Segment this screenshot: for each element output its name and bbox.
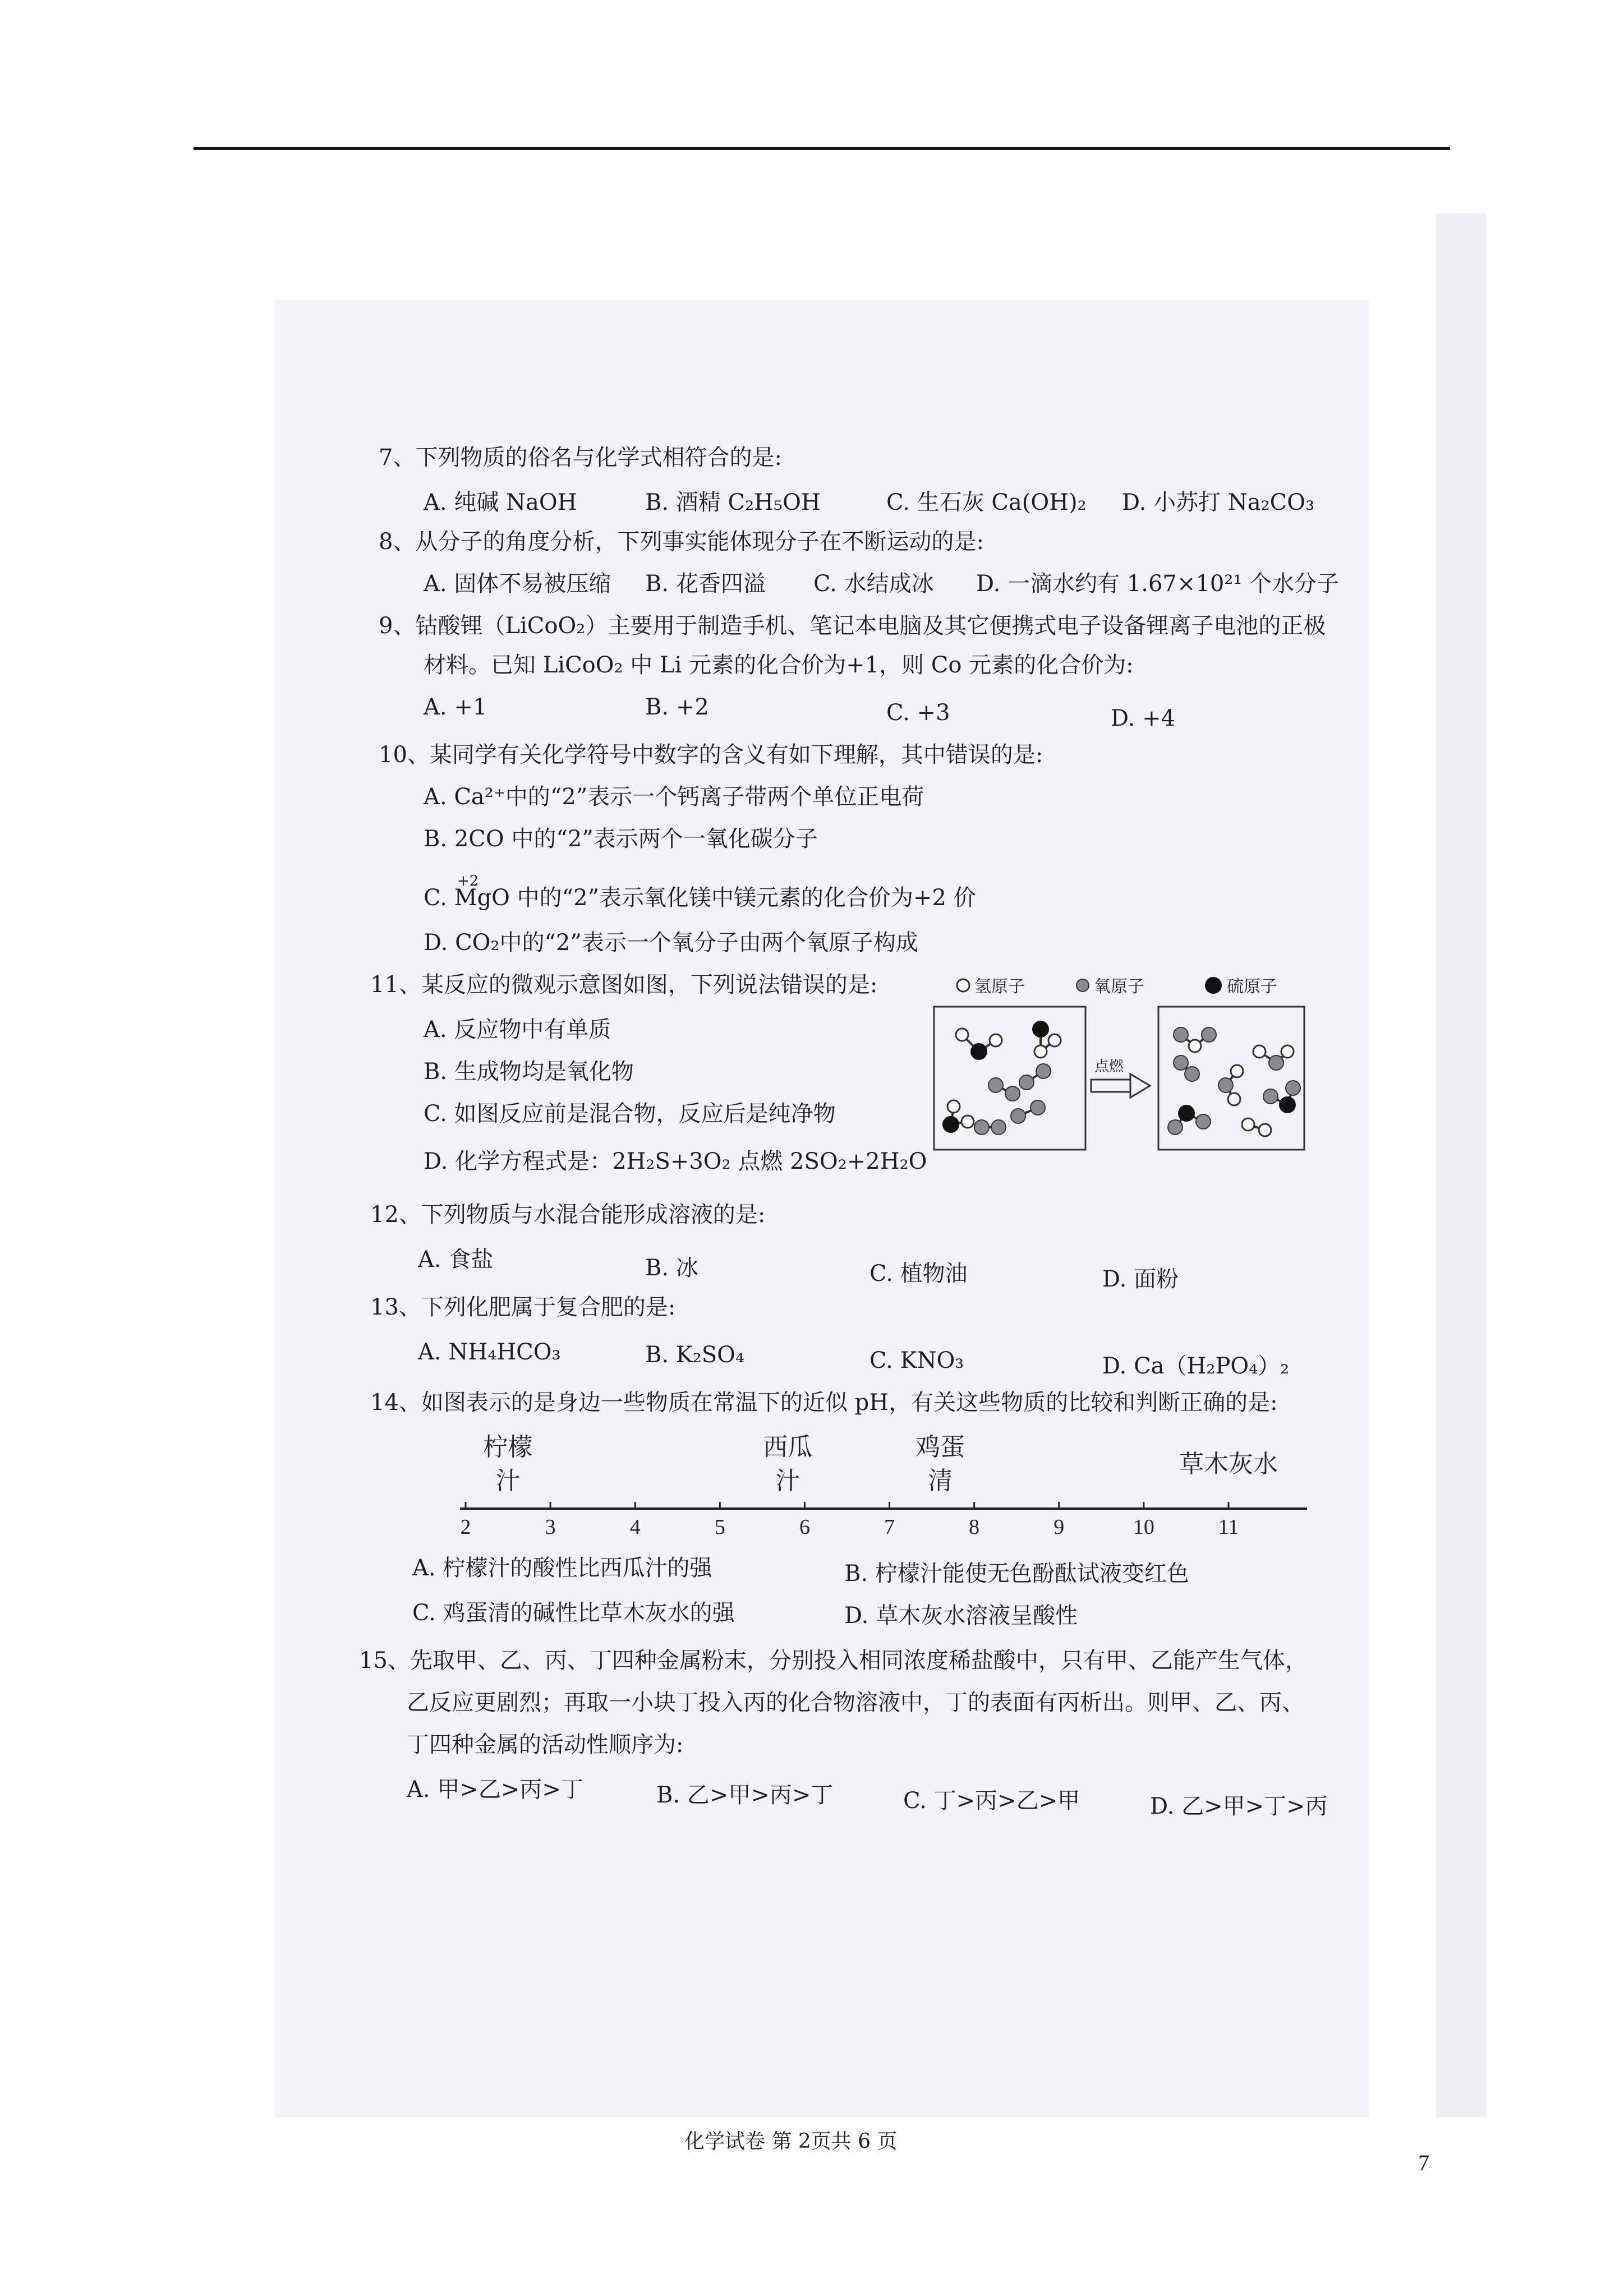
q10-option-d: D. CO₂中的“2”表示一个氧分子由两个氧原子构成 xyxy=(424,930,918,956)
q13-option-c: C. KNO₃ xyxy=(869,1348,964,1373)
q7-option-d: D. 小苏打 Na₂CO₃ xyxy=(1122,490,1315,515)
q13-option-b: B. K₂SO₄ xyxy=(645,1342,744,1368)
legend-hydrogen: 氢原子 xyxy=(974,977,1025,997)
scan-shadow xyxy=(1436,213,1487,2117)
ph-substance-label-line2: 清 xyxy=(928,1467,953,1495)
q10-option-b: B. 2CO 中的“2”表示两个一氧化碳分子 xyxy=(424,826,818,852)
q12-option-c: C. 植物油 xyxy=(869,1261,968,1287)
page-footer: 化学试卷 第 2页共 6 页 xyxy=(684,2130,898,2153)
q11-option-d: D. 化学方程式是：2H₂S+3O₂ 点燃 2SO₂+2H₂O xyxy=(424,1149,927,1174)
reaction-arrow-icon xyxy=(1130,1074,1150,1098)
q14-stem: 14、如图表示的是身边一些物质在常温下的近似 pH，有关这些物质的比较和判断正确的是: xyxy=(370,1390,1278,1416)
ph-tick-label: 2 xyxy=(460,1515,471,1539)
q9-stem-line2: 材料。已知 LiCoO₂ 中 Li 元素的化合价为+1，则 Co 元素的化合价为: xyxy=(424,652,1134,678)
q10-option-c-valence: +2 xyxy=(457,873,479,889)
q14-option-b: B. 柠檬汁能使无色酚酞试液变红色 xyxy=(844,1561,1189,1587)
ph-tick-label: 11 xyxy=(1218,1515,1239,1539)
q8-option-c: C. 水结成冰 xyxy=(813,571,934,597)
q14-option-c: C. 鸡蛋清的碱性比草木灰水的强 xyxy=(412,1600,735,1626)
top-rule xyxy=(194,147,1450,150)
q13-stem: 13、下列化肥属于复合肥的是: xyxy=(370,1294,676,1320)
q10-option-a: A. Ca²⁺中的“2”表示一个钙离子带两个单位正电荷 xyxy=(424,784,924,810)
q13-option-a: A. NH₄HCO₃ xyxy=(418,1339,561,1365)
ph-tick-label: 3 xyxy=(545,1515,556,1539)
sulfur-atom-icon xyxy=(1205,977,1222,994)
ph-substance-label: 西瓜 xyxy=(763,1433,813,1461)
ph-substance-label: 草木灰水 xyxy=(1179,1450,1278,1478)
q11-option-c: C. 如图反应前是混合物，反应后是纯净物 xyxy=(424,1101,836,1127)
q12-option-b: B. 冰 xyxy=(645,1255,698,1281)
q12-option-a: A. 食盐 xyxy=(418,1247,494,1273)
q14-option-d: D. 草木灰水溶液呈酸性 xyxy=(844,1603,1078,1629)
ph-tick-label: 8 xyxy=(969,1515,980,1539)
legend-oxygen: 氧原子 xyxy=(1094,977,1144,997)
ph-substance-label-line2: 汁 xyxy=(775,1467,801,1495)
q8-option-a: A. 固体不易被压缩 xyxy=(424,571,611,597)
ph-scale xyxy=(387,1424,1352,1553)
q8-option-b: B. 花香四溢 xyxy=(645,571,766,597)
q9-option-a: A. +1 xyxy=(424,694,487,720)
q10-option-c: C. MgO 中的“2”表示氧化镁中镁元素的化合价为+2 价 xyxy=(424,885,976,911)
ph-tick-label: 10 xyxy=(1133,1515,1154,1539)
q15-stem-line3: 丁四种金属的活动性顺序为: xyxy=(407,1732,684,1758)
q15-option-d: D. 乙>甲>丁>丙 xyxy=(1150,1794,1328,1819)
q13-option-d: D. Ca（H₂PO₄）₂ xyxy=(1102,1353,1290,1379)
q9-option-d: D. +4 xyxy=(1111,706,1176,731)
q11-stem: 11、某反应的微观示意图如图，下列说法错误的是: xyxy=(370,972,878,998)
legend-sulfur: 硫原子 xyxy=(1227,977,1277,997)
q7-option-c: C. 生石灰 Ca(OH)₂ xyxy=(886,490,1087,515)
q14-option-a: A. 柠檬汁的酸性比西瓜汁的强 xyxy=(412,1555,712,1581)
scanned-exam-page xyxy=(275,300,1369,2153)
q7-option-b: B. 酒精 C₂H₅OH xyxy=(645,490,821,515)
ph-tick-label: 9 xyxy=(1053,1515,1065,1539)
oxygen-atom-icon xyxy=(1076,979,1089,992)
q8-stem: 8、从分子的角度分析，下列事实能体现分子在不断运动的是: xyxy=(379,529,984,555)
q15-option-b: B. 乙>甲>丙>丁 xyxy=(656,1782,834,1808)
q9-option-c: C. +3 xyxy=(886,700,950,726)
q8-option-d: D. 一滴水约有 1.67×10²¹ 个水分子 xyxy=(976,571,1340,597)
ph-tick-label: 4 xyxy=(629,1515,641,1539)
q10-stem: 10、某同学有关化学符号中数字的含义有如下理解，其中错误的是: xyxy=(379,742,1043,768)
ph-substance-label-line2: 汁 xyxy=(495,1467,521,1495)
reaction-microscopic-diagram xyxy=(928,973,1349,1164)
q7-stem: 7、下列物质的俗名与化学式相符合的是: xyxy=(379,445,782,471)
q12-stem: 12、下列物质与水混合能形成溶液的是: xyxy=(370,1202,766,1228)
ph-tick-label: 6 xyxy=(799,1515,810,1539)
ph-substance-label: 柠檬 xyxy=(483,1433,533,1461)
q15-option-c: C. 丁>丙>乙>甲 xyxy=(903,1788,1080,1814)
q15-stem-line2: 乙反应更剧烈；再取一小块丁投入丙的化合物溶液中，丁的表面有丙析出。则甲、乙、丙、 xyxy=(407,1690,1304,1716)
page-number: 7 xyxy=(1418,2150,1429,2175)
q15-stem-line1: 15、先取甲、乙、丙、丁四种金属粉末，分别投入相同浓度稀盐酸中，只有甲、乙能产生气体， xyxy=(359,1648,1308,1673)
q7-option-a: A. 纯碱 NaOH xyxy=(424,490,577,515)
q9-option-b: B. +2 xyxy=(645,694,709,720)
q15-option-a: A. 甲>乙>丙>丁 xyxy=(407,1777,583,1802)
ph-tick-label: 5 xyxy=(714,1515,725,1539)
q11-option-a: A. 反应物中有单质 xyxy=(424,1017,611,1043)
q12-option-d: D. 面粉 xyxy=(1102,1266,1179,1292)
q11-option-b: B. 生成物均是氧化物 xyxy=(424,1059,634,1085)
q9-stem-line1: 9、钴酸锂（LiCoO₂）主要用于制造手机、笔记本电脑及其它便携式电子设备锂离子电池的正极 xyxy=(379,613,1326,639)
ph-tick-label: 7 xyxy=(884,1515,895,1539)
hydrogen-atom-icon xyxy=(957,979,969,992)
ph-substance-label: 鸡蛋 xyxy=(915,1433,965,1461)
reaction-condition-label: 点燃 xyxy=(1094,1058,1124,1075)
